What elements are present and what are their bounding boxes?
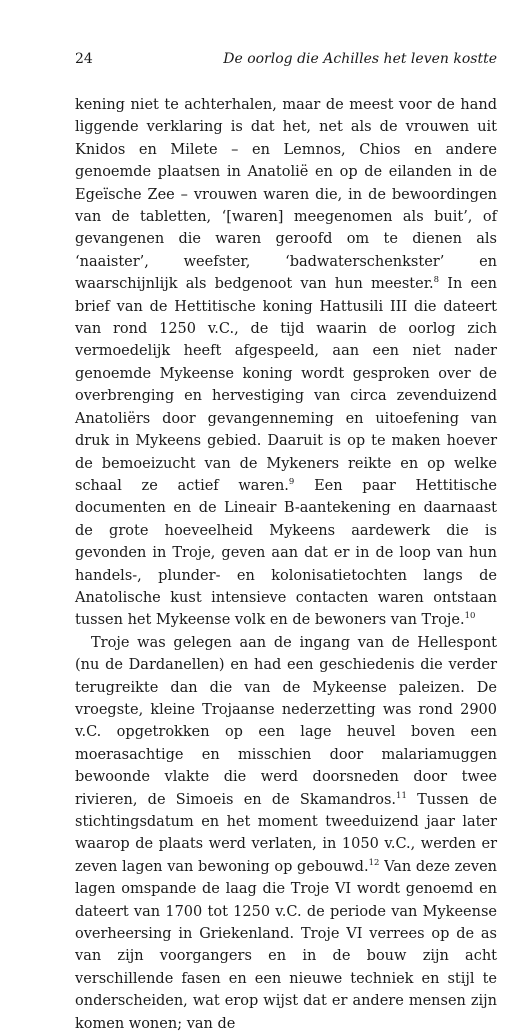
paragraph-2 xyxy=(75,632,497,1035)
running-title: De oorlog die Achilles het leven kostte xyxy=(223,51,497,67)
paragraph-2-text-3: Van deze zeven lagen omspande de laag die Troje VI wordt genoemd en dateert van 1700 tot 1250 v.C. de periode van Mykeense overheersing in Griekenland. Troje VI verrees op de as van zijn voorgangers en in de bouw zijn acht verschillende fasen en een nieuwe techniek en stijl te onderscheiden, wat erop wijst dat er andere mensen zijn komen wonen; van de xyxy=(75,858,497,1032)
page-number: 24 xyxy=(75,51,93,67)
paragraph-1-text-1: kening niet te achterhalen, maar de meest voor de hand liggende verklaring is dat het, net als de vrouwen uit Knidos en Milete – en Lemnos, Chios en andere genoemde plaatsen in Anatolië en op de eilanden in de Egeïsche Zee – vrouwen waren die, in de bewoordingen van de tabletten, ‘[waren] meegenomen als buit’, of gevangenen die waren geroofd om te dienen als ‘naaister’, weefster, ‘badwaterschenkster’ en waarschijnlijk als bedgenoot van hun meester. xyxy=(75,97,497,293)
body-text xyxy=(75,94,497,1035)
paragraph-1-text-3: Een paar Hettitische documenten en de Lineair B-aantekening en daarnaast de grote hoeveelheid Mykeens aardewerk die is gevonden in Troje, geven aan dat er in de loop van hun handels-, plunder- en kolonisatietochten langs de Anatolische kust intensieve contacten waren ontstaan tussen het Mykeense volk en de bewoners van Troje. xyxy=(75,477,497,629)
footnote-ref-12: 12 xyxy=(368,857,380,868)
footnote-ref-8: 8 xyxy=(433,275,440,286)
footnote-ref-9: 9 xyxy=(288,477,295,488)
paragraph-2-text-1: Troje was gelegen aan de ingang van de Hellespont (nu de Dardanellen) en had een geschiedenis die verder terugreikte dan die van de Mykeense paleizen. De vroegste, kleine Trojaanse nederzetting was rond 2900 v.C. opgetrokken op een lage heuvel boven een moerasachtige en misschien door malariamuggen bewoonde vlakte die werd doorsneden door twee rivieren, de Simoeis en de Skamandros. xyxy=(75,634,497,808)
paragraph-1 xyxy=(75,94,497,632)
paragraph-1-text-2: In een brief van de Hettitische koning Hattusili III die dateert van rond 1250 v.C., de tijd waarin de oorlog zich vermoedelijk heeft afgespeeld, aan een niet nader genoemde Mykeense koning wordt gesproken over de overbrenging en hervestiging van circa zevenduizend Anatoliërs door gevangenneming en uitoefening van druk in Mykeens gebied. Daaruit is op te maken hoever de bemoeizucht van de Mykeners reikte en op welke schaal ze actief waren. xyxy=(75,276,497,494)
footnote-ref-11: 11 xyxy=(396,790,407,801)
paragraph-2-text-2: Tussen de stichtingsdatum en het moment tweeduizend jaar later waarop de plaats werd verlaten, in 1050 v.C., werden er zeven lagen van bewoning op gebouwd. xyxy=(75,791,497,875)
footnote-ref-10: 10 xyxy=(464,611,476,622)
